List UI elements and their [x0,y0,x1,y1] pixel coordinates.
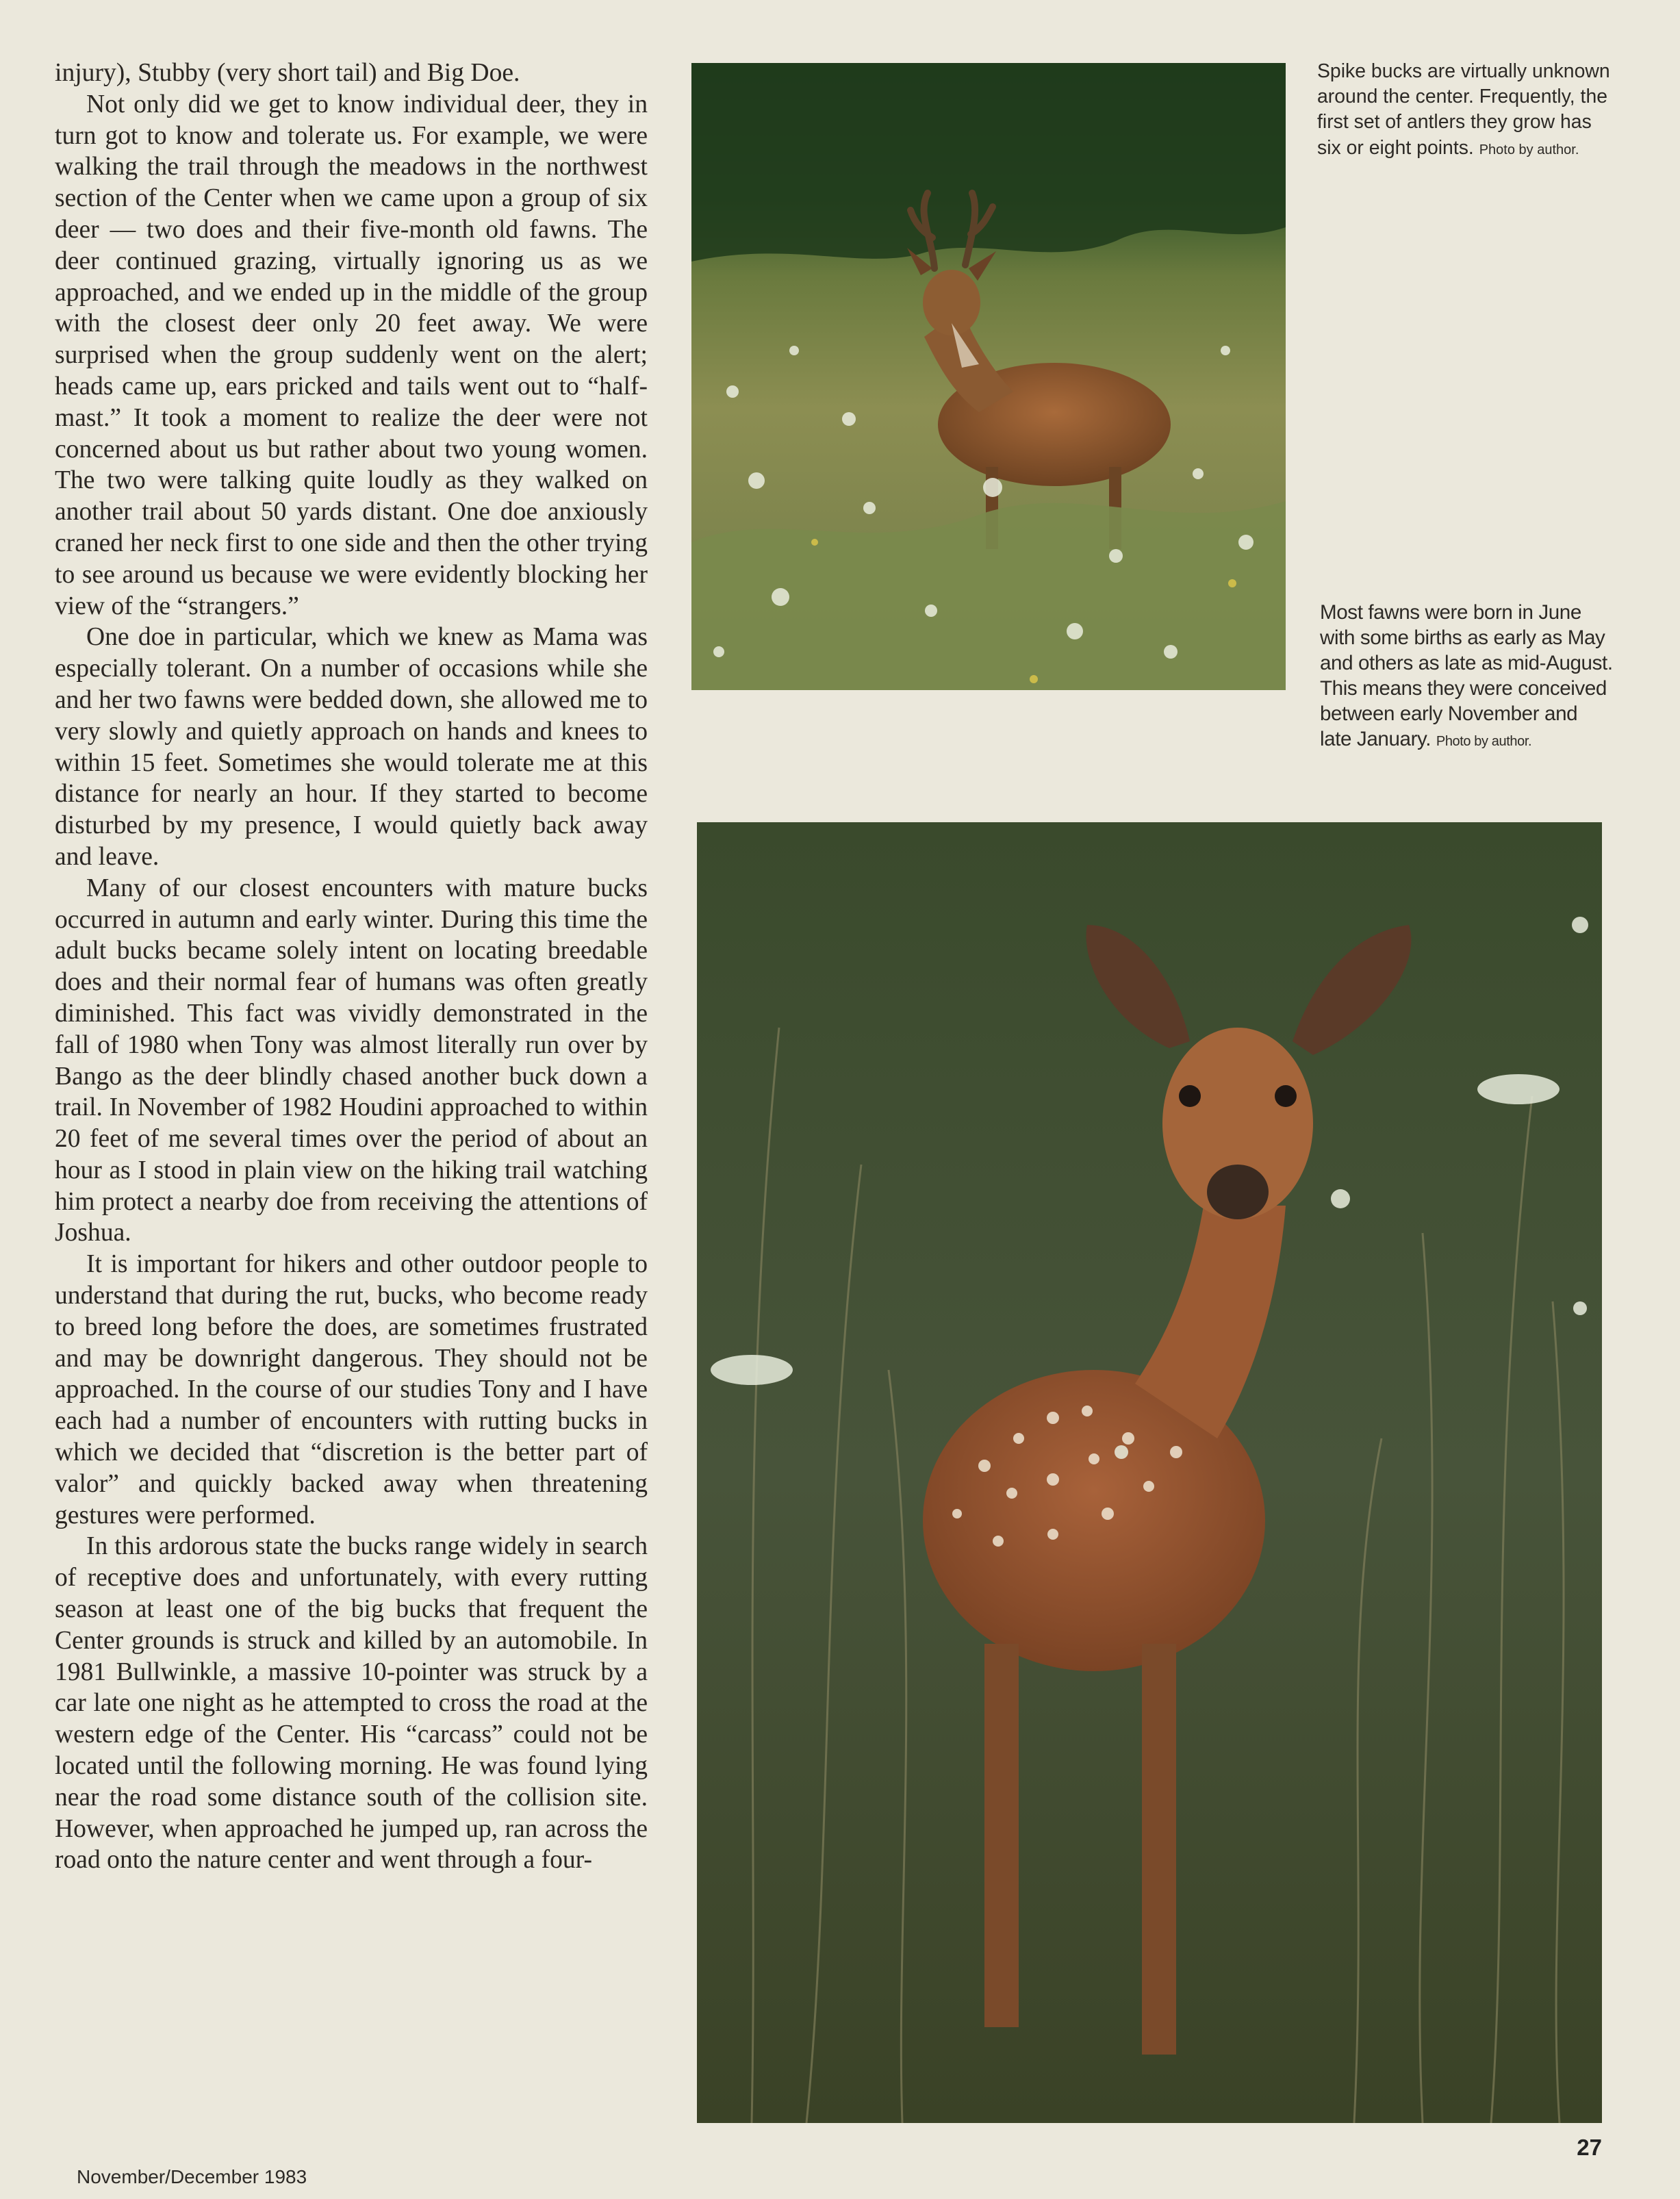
caption-text: Spike bucks are virtually unknown around the center. Frequently, the first set of antlers they grow has six or eight points. [1317,60,1610,159]
photo-credit: Photo by author. [1479,142,1579,157]
page-number: 27 [1577,2135,1602,2160]
article-paragraph: Not only did we get to know individual deer, they in turn got to know and tolerate us. For example, we were walking the trail through the meadows in the northwest section of the Center when we came upon a group of six deer — two does and their five-month old fawns. The deer continued grazing, virtually ignoring us as we approached, and we ended up in the middle of the group with the closest deer only 20 feet away. We were surprised when the group suddenly went on the alert; heads came up, ears pricked and tails went out to “half-mast.” It took a moment to realize the deer were not concerned about us but rather about two young women. The two were talking quite loudly as they walked on another trail about 50 yards distant. One doe anxiously craned her neck first to one side and then the other trying to see around us because we were evidently blocking her view of the “strangers.” [55,90,648,620]
article-paragraph: Many of our closest encounters with mature bucks occurred in autumn and early winter. During this time the adult bucks became solely intent on locating breedable does and their normal fear of humans was often greatly diminished. This fact was vividly demonstrated in the fall of 1980 when Tony was almost literally run over by Bango as the deer blindly chased another buck down a trail. In November of 1982 Houdini approached to within 20 feet of me several times over the period of about an hour as I stood in plain view on the hiking trail watching him protect a nearby doe from receiving the attentions of Joshua. [55,874,648,1247]
article-paragraph: injury), Stubby (very short tail) and Big Doe. [55,59,520,87]
caption-text: Most fawns were born in June with some births as early as May and others as late as mid-August. This means they were conceived between early November and late January. [1320,601,1613,750]
fawn-photo [697,822,1602,2123]
article-body [55,58,648,1876]
spike-bucks-caption [1317,59,1612,163]
article-paragraph: It is important for hikers and other outdoor people to understand that during the rut, bucks, who become ready to breed long before the does, are sometimes frustrated and may be downright dangerous. They should not be approached. In the course of our studies Tony and I have each had a number of encounters with rutting bucks in which we decided that “discretion is the better part of valor” and quickly backed away when threatening gestures were performed. [55,1250,648,1529]
photo-credit: Photo by author. [1436,734,1532,749]
issue-date: November/December 1983 [77,2166,307,2187]
article-paragraph: One doe in particular, which we knew as Mama was especially tolerant. On a number of occasions while she and her two fawns were bedded down, she allowed me to very slowly and quietly approach on hands and knees to within 15 feet. Sometimes she would tolerate me at this distance for nearly an hour. If they started to become disturbed by my presence, I would quietly back away and leave. [55,623,648,871]
fawns-caption [1320,600,1614,754]
article-paragraph: In this ardorous state the bucks range widely in search of receptive does and unfortunately, with every rutting season at least one of the big bucks that frequent the Center grounds is struck and killed by an automobile. In 1981 Bullwinkle, a massive 10-pointer was struck by a car late one night as he attempted to cross the road at the western edge of the Center. His “carcass” could not be located until the following morning. He was found lying near the road some distance south of the collision site. However, when approached he jumped up, ran across the road onto the nature center and went through a four- [55,1532,648,1874]
buck-meadow-photo [691,63,1286,690]
